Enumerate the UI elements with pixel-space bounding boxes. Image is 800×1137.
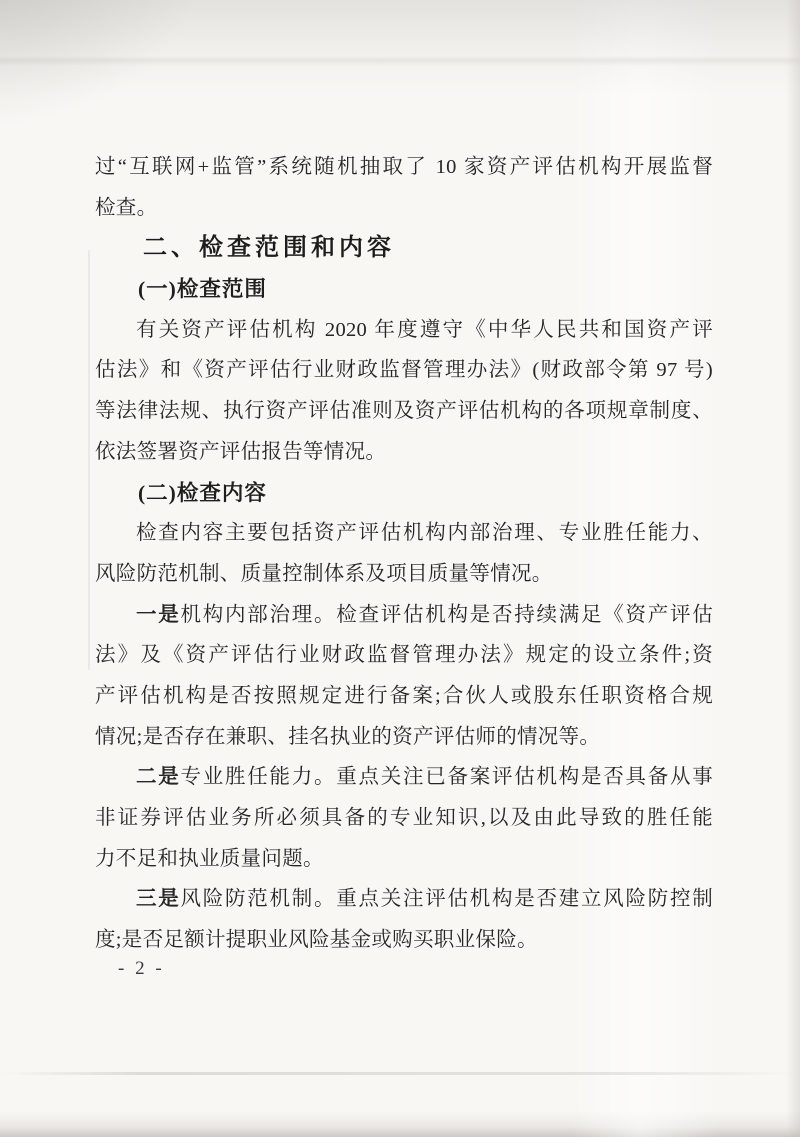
text-run: 过“互联网+监管”系统随机抽取了 10 家资产评估机构开展监督 (95, 156, 713, 178)
text-run: 情况;是否存在兼职、挂名执业的资产评估师的情况等。 (95, 725, 601, 748)
text-run: 度;是否足额计提职业风险基金或购买职业保险。 (95, 929, 538, 952)
body-line (95, 635, 713, 676)
body-line (95, 391, 713, 432)
document-body (95, 147, 713, 961)
heading-2 (95, 473, 713, 514)
page-number: - 2 - (118, 958, 165, 979)
text-run: 依法签署资产评估报告等情况。 (95, 440, 387, 463)
body-line (95, 147, 713, 188)
text-run: 机构内部治理。检查评估机构是否持续满足《资产评估 (180, 603, 713, 626)
text-run: 风险防范机制。重点关注评估机构是否建立风险防控制 (180, 888, 713, 911)
body-line (95, 350, 713, 391)
body-line (95, 676, 713, 717)
bold-text-run: 二是 (136, 766, 181, 789)
body-line (95, 310, 713, 351)
bold-text-run: (二)检查内容 (138, 480, 267, 505)
text-run: 法》及《资产评估行业财政监督管理办法》规定的设立条件;资 (95, 644, 713, 667)
body-line (95, 188, 713, 229)
heading-2 (95, 269, 713, 310)
text-run: 估法》和《资产评估行业财政监督管理办法》(财政部令第 97 号) (95, 359, 713, 382)
body-line (95, 839, 713, 880)
body-line (95, 757, 713, 798)
text-run: 非证券评估业务所必须具备的专业知识,以及由此导致的胜任能 (95, 807, 713, 829)
text-run: 力不足和执业质量问题。 (95, 847, 324, 870)
body-line (95, 595, 713, 636)
bold-text-run: (一)检查范围 (138, 277, 267, 302)
body-line (95, 798, 713, 839)
scan-artifact-line (0, 1072, 800, 1075)
body-line (95, 513, 713, 554)
text-run: 检查内容主要包括资产评估机构内部治理、专业胜任能力、 (136, 522, 713, 545)
body-line (95, 554, 713, 595)
text-run: 检查。 (95, 196, 158, 219)
text-run: 风险防范机制、质量控制体系及项目质量等情况。 (95, 562, 553, 585)
text-run: 专业胜任能力。重点关注已备案评估机构是否具备从事 (180, 766, 713, 789)
heading-1 (95, 228, 713, 269)
text-run: 有关资产评估机构 2020 年度遵守《中华人民共和国资产评 (136, 318, 713, 341)
bold-text-run: 三是 (136, 888, 181, 911)
text-run: 等法律法规、执行资产评估准则及资产评估机构的各项规章制度、 (95, 400, 713, 423)
body-line (95, 717, 713, 758)
text-run: 产评估机构是否按照规定进行备案;合伙人或股东任职资格合规 (95, 684, 713, 707)
bold-text-run: 二、检查范围和内容 (143, 234, 395, 262)
body-line (95, 432, 713, 473)
body-line (95, 920, 713, 961)
body-line (95, 879, 713, 920)
scan-fold-shadow (88, 250, 90, 670)
bold-text-run: 一是 (136, 603, 181, 626)
